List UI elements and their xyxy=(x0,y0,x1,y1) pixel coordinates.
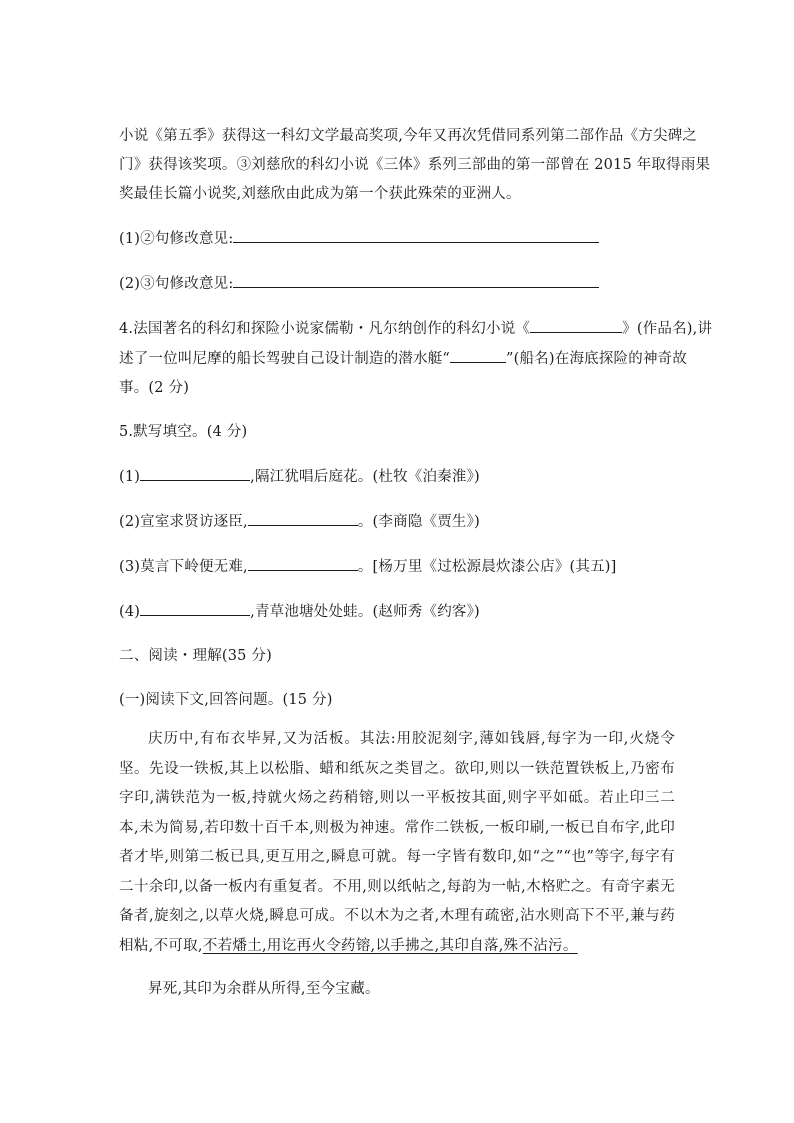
question-4-line xyxy=(119,347,688,370)
revision-question-2 xyxy=(119,272,675,295)
question-text: ”(船名)在海底探险的神奇故 xyxy=(506,351,688,367)
subsection-title: (一)阅读下文,回答问题。(15 分) xyxy=(119,692,333,708)
dictation-source: ,青草池塘处处蛙。(赵师秀《约客》) xyxy=(250,604,480,620)
dictation-item xyxy=(119,465,675,488)
answer-blank[interactable] xyxy=(140,600,250,616)
answer-blank[interactable] xyxy=(530,317,622,333)
reading-paragraph: 昇死,其印为余群从所得,至今宝藏。 xyxy=(148,981,380,997)
reading-paragraph xyxy=(119,725,675,961)
question-text: 4.法国著名的科幻和探险小说家儒勒・凡尔纳创作的科幻小说《 xyxy=(119,321,531,337)
dictation-source: 。(李商隐《贾生》) xyxy=(357,514,480,530)
dictation-source: ,隔江犹唱后庭花。(杜牧《泊秦淮》) xyxy=(250,469,480,485)
dictation-item xyxy=(119,510,675,533)
dictation-item xyxy=(119,555,675,578)
question-text: 述了一位叫尼摩的船长驾驶自己设计制造的潜水艇“ xyxy=(119,351,451,367)
section-title: 二、阅读・理解(35 分) xyxy=(119,648,272,664)
answer-blank[interactable] xyxy=(140,465,250,481)
question-5-title: 5.默写填空。(4 分) xyxy=(119,424,248,440)
dictation-prefix: (3)莫言下岭便无难, xyxy=(119,559,248,575)
document-content xyxy=(119,125,713,1005)
answer-blank[interactable] xyxy=(233,227,599,243)
revision-label: (2)③句修改意见: xyxy=(119,276,234,292)
answer-blank[interactable] xyxy=(248,510,358,526)
answer-blank[interactable] xyxy=(248,555,358,571)
answer-blank[interactable] xyxy=(233,272,599,288)
reading-text: 庆历中,有布衣毕昇,又为活板。其法:用胶泥刻字,薄如钱唇,每字为一印,火烧令坚。先设一铁板,其上以松脂、蜡和纸灰之类冒之。欲印,则以一铁范置铁板上,乃密布字印,满铁范为一板,持就火炀之药稍镕,则以一平板按其面,则字平如砥。若止印三二本,未为简易,若印数十百千本,则极为神速。常作二铁板,一板印刷,一板已自布字,此印者才毕,则第二板已具,更互用之,瞬息可就。每一字皆有数印,如“之”“也”等字,每字有二十余印,以备一板内有重复者。不用,则以纸帖之,每韵为一帖,木格贮之。有奇字素无备者,旋刻之,以草火烧,瞬息可成。不以木为之者,木理有疏密,沾水则高下不平,兼与药相粘,不可取, xyxy=(119,731,675,954)
underlined-sentence: 不若燔土,用讫再火令药镕,以手拂之,其印自落,殊不沾污。 xyxy=(202,937,578,954)
question-text: 》(作品名),讲 xyxy=(622,321,713,337)
dictation-item xyxy=(119,600,675,623)
passage-line: 小说《第五季》获得这一科幻文学最高奖项,今年又再次凭借同系列第二部作品《方尖碑之 xyxy=(119,128,698,144)
question-4-line xyxy=(119,317,713,340)
passage-line: 奖最佳长篇小说奖,刘慈欣由此成为第一个获此殊荣的亚洲人。 xyxy=(119,186,521,202)
dictation-prefix: (1) xyxy=(119,469,141,485)
passage-line: 门》获得该奖项。③刘慈欣的科幻小说《三体》系列三部曲的第一部曾在 2015 年取得雨果 xyxy=(119,157,711,173)
answer-blank[interactable] xyxy=(450,347,506,363)
revision-question-1 xyxy=(119,227,675,250)
dictation-prefix: (2)宣室求贤访逐臣, xyxy=(119,514,248,530)
dictation-prefix: (4) xyxy=(119,604,141,620)
revision-label: (1)②句修改意见: xyxy=(119,231,234,247)
question-4-line: 事。(2 分) xyxy=(119,380,190,396)
dictation-source: 。[杨万里《过松源晨炊漆公店》(其五)] xyxy=(357,559,617,575)
